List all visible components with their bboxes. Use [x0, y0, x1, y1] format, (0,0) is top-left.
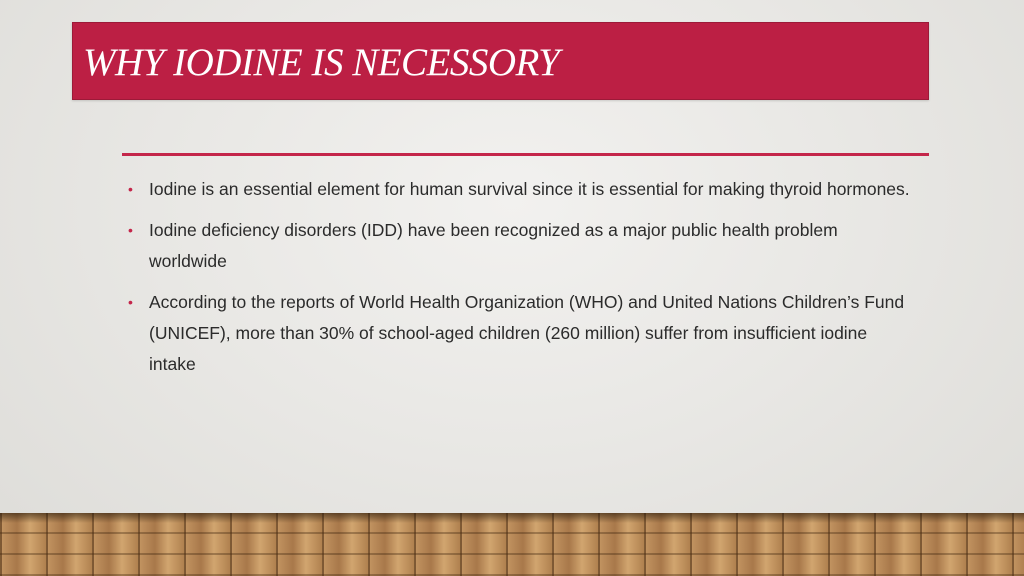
bullet-list [126, 174, 916, 390]
wood-floor-decoration [0, 513, 1024, 576]
bullet-item [126, 215, 916, 277]
slide-title: WHY IODINE IS NECESSORY [83, 41, 560, 84]
bullet-marker-icon: • [128, 181, 133, 197]
bullet-text: According to the reports of World Health Organization (WHO) and United Nations Children’s Fund (UNICEF), more than 30% of school-aged children (260 million) suffer from insufficient iodine intake [149, 292, 905, 374]
floor-shadow [0, 513, 1024, 523]
title-divider [122, 153, 929, 156]
bullet-marker-icon: • [128, 294, 133, 310]
bullet-marker-icon: • [128, 222, 133, 238]
bullet-item [126, 287, 916, 380]
bullet-text: Iodine deficiency disorders (IDD) have been recognized as a major public health problem worldwide [149, 220, 838, 271]
bullet-item [126, 174, 916, 205]
bullet-text: Iodine is an essential element for human survival since it is essential for making thyroid hormones. [149, 179, 910, 199]
title-bar [72, 22, 929, 100]
